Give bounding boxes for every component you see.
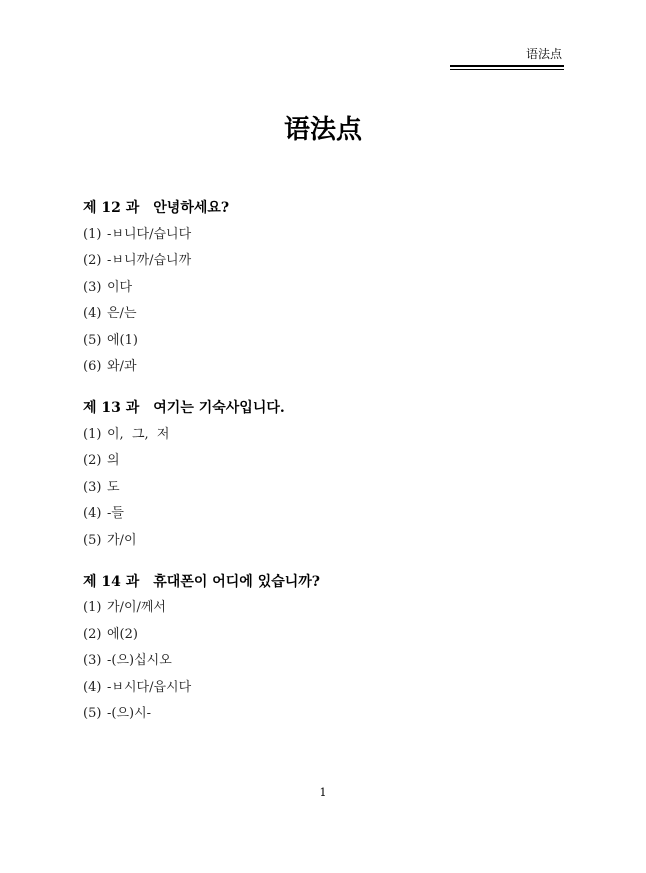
grammar-point — [83, 330, 563, 352]
point-number: (3) — [83, 279, 102, 295]
point-text: -(으)시- — [107, 706, 152, 721]
point-number: (1) — [83, 426, 102, 442]
point-number: (5) — [83, 332, 102, 348]
grammar-point — [83, 356, 563, 378]
grammar-point — [83, 424, 563, 446]
point-number: (6) — [83, 359, 102, 374]
grammar-point — [83, 703, 563, 725]
point-number: (4) — [83, 679, 102, 695]
grammar-point — [83, 303, 563, 325]
point-text: 이다 — [107, 279, 133, 295]
lesson-heading — [83, 571, 563, 593]
point-number: (2) — [83, 626, 102, 642]
page-number: 1 — [319, 786, 327, 799]
point-number: (5) — [83, 706, 102, 721]
lesson-14 — [83, 571, 563, 726]
grammar-point — [83, 530, 563, 552]
point-number: (2) — [83, 453, 102, 468]
grammar-point — [83, 677, 563, 699]
point-number: (3) — [83, 653, 102, 668]
point-number: (2) — [83, 253, 102, 268]
point-text: 도 — [107, 479, 120, 495]
lesson-number: 제 14 과 — [83, 573, 140, 590]
lesson-number: 제 12 과 — [83, 200, 140, 216]
lesson-heading — [83, 197, 563, 219]
point-text: 가/이/께서 — [107, 600, 166, 615]
point-text: 가/이 — [107, 532, 137, 548]
point-number: (5) — [83, 532, 102, 548]
point-number: (4) — [83, 306, 102, 321]
point-text: 의 — [107, 453, 120, 468]
grammar-point — [83, 650, 563, 672]
grammar-point — [83, 477, 563, 499]
point-number: (1) — [83, 226, 102, 242]
header-rule-thin — [450, 69, 564, 70]
point-text: 에(1) — [107, 332, 138, 348]
lesson-number: 제 13 과 — [83, 400, 140, 416]
point-text: -들 — [107, 506, 124, 521]
lesson-12 — [83, 197, 563, 378]
grammar-point — [83, 277, 563, 299]
lesson-13 — [83, 397, 563, 552]
grammar-point — [83, 624, 563, 646]
lesson-title: 여기는 기숙사입니다. — [153, 400, 285, 416]
lesson-title: 휴대폰이 어디에 있습니까? — [153, 573, 320, 590]
point-text: 에(2) — [107, 626, 138, 642]
grammar-point — [83, 224, 563, 246]
point-text: -(으)십시오 — [107, 653, 172, 668]
page-title: 语法点 — [283, 115, 362, 145]
grammar-point — [83, 250, 563, 272]
point-text: 은/는 — [107, 306, 137, 321]
lesson-title: 안녕하세요? — [153, 200, 230, 216]
header-rule-thick — [450, 65, 564, 67]
point-text: 이, 그, 저 — [107, 426, 170, 442]
point-number: (1) — [83, 600, 102, 615]
grammar-point — [83, 450, 563, 472]
point-text: 와/과 — [107, 359, 137, 374]
point-text: -ㅂ니다/습니다 — [107, 226, 192, 242]
lesson-heading — [83, 397, 563, 419]
grammar-point — [83, 503, 563, 525]
point-number: (3) — [83, 479, 102, 495]
point-number: (4) — [83, 506, 102, 521]
running-header: 语法点 — [525, 47, 562, 61]
point-text: -ㅂ시다/읍시다 — [107, 679, 192, 695]
lesson-list — [83, 197, 563, 744]
point-text: -ㅂ니까/습니까 — [107, 253, 192, 268]
grammar-point — [83, 597, 563, 619]
